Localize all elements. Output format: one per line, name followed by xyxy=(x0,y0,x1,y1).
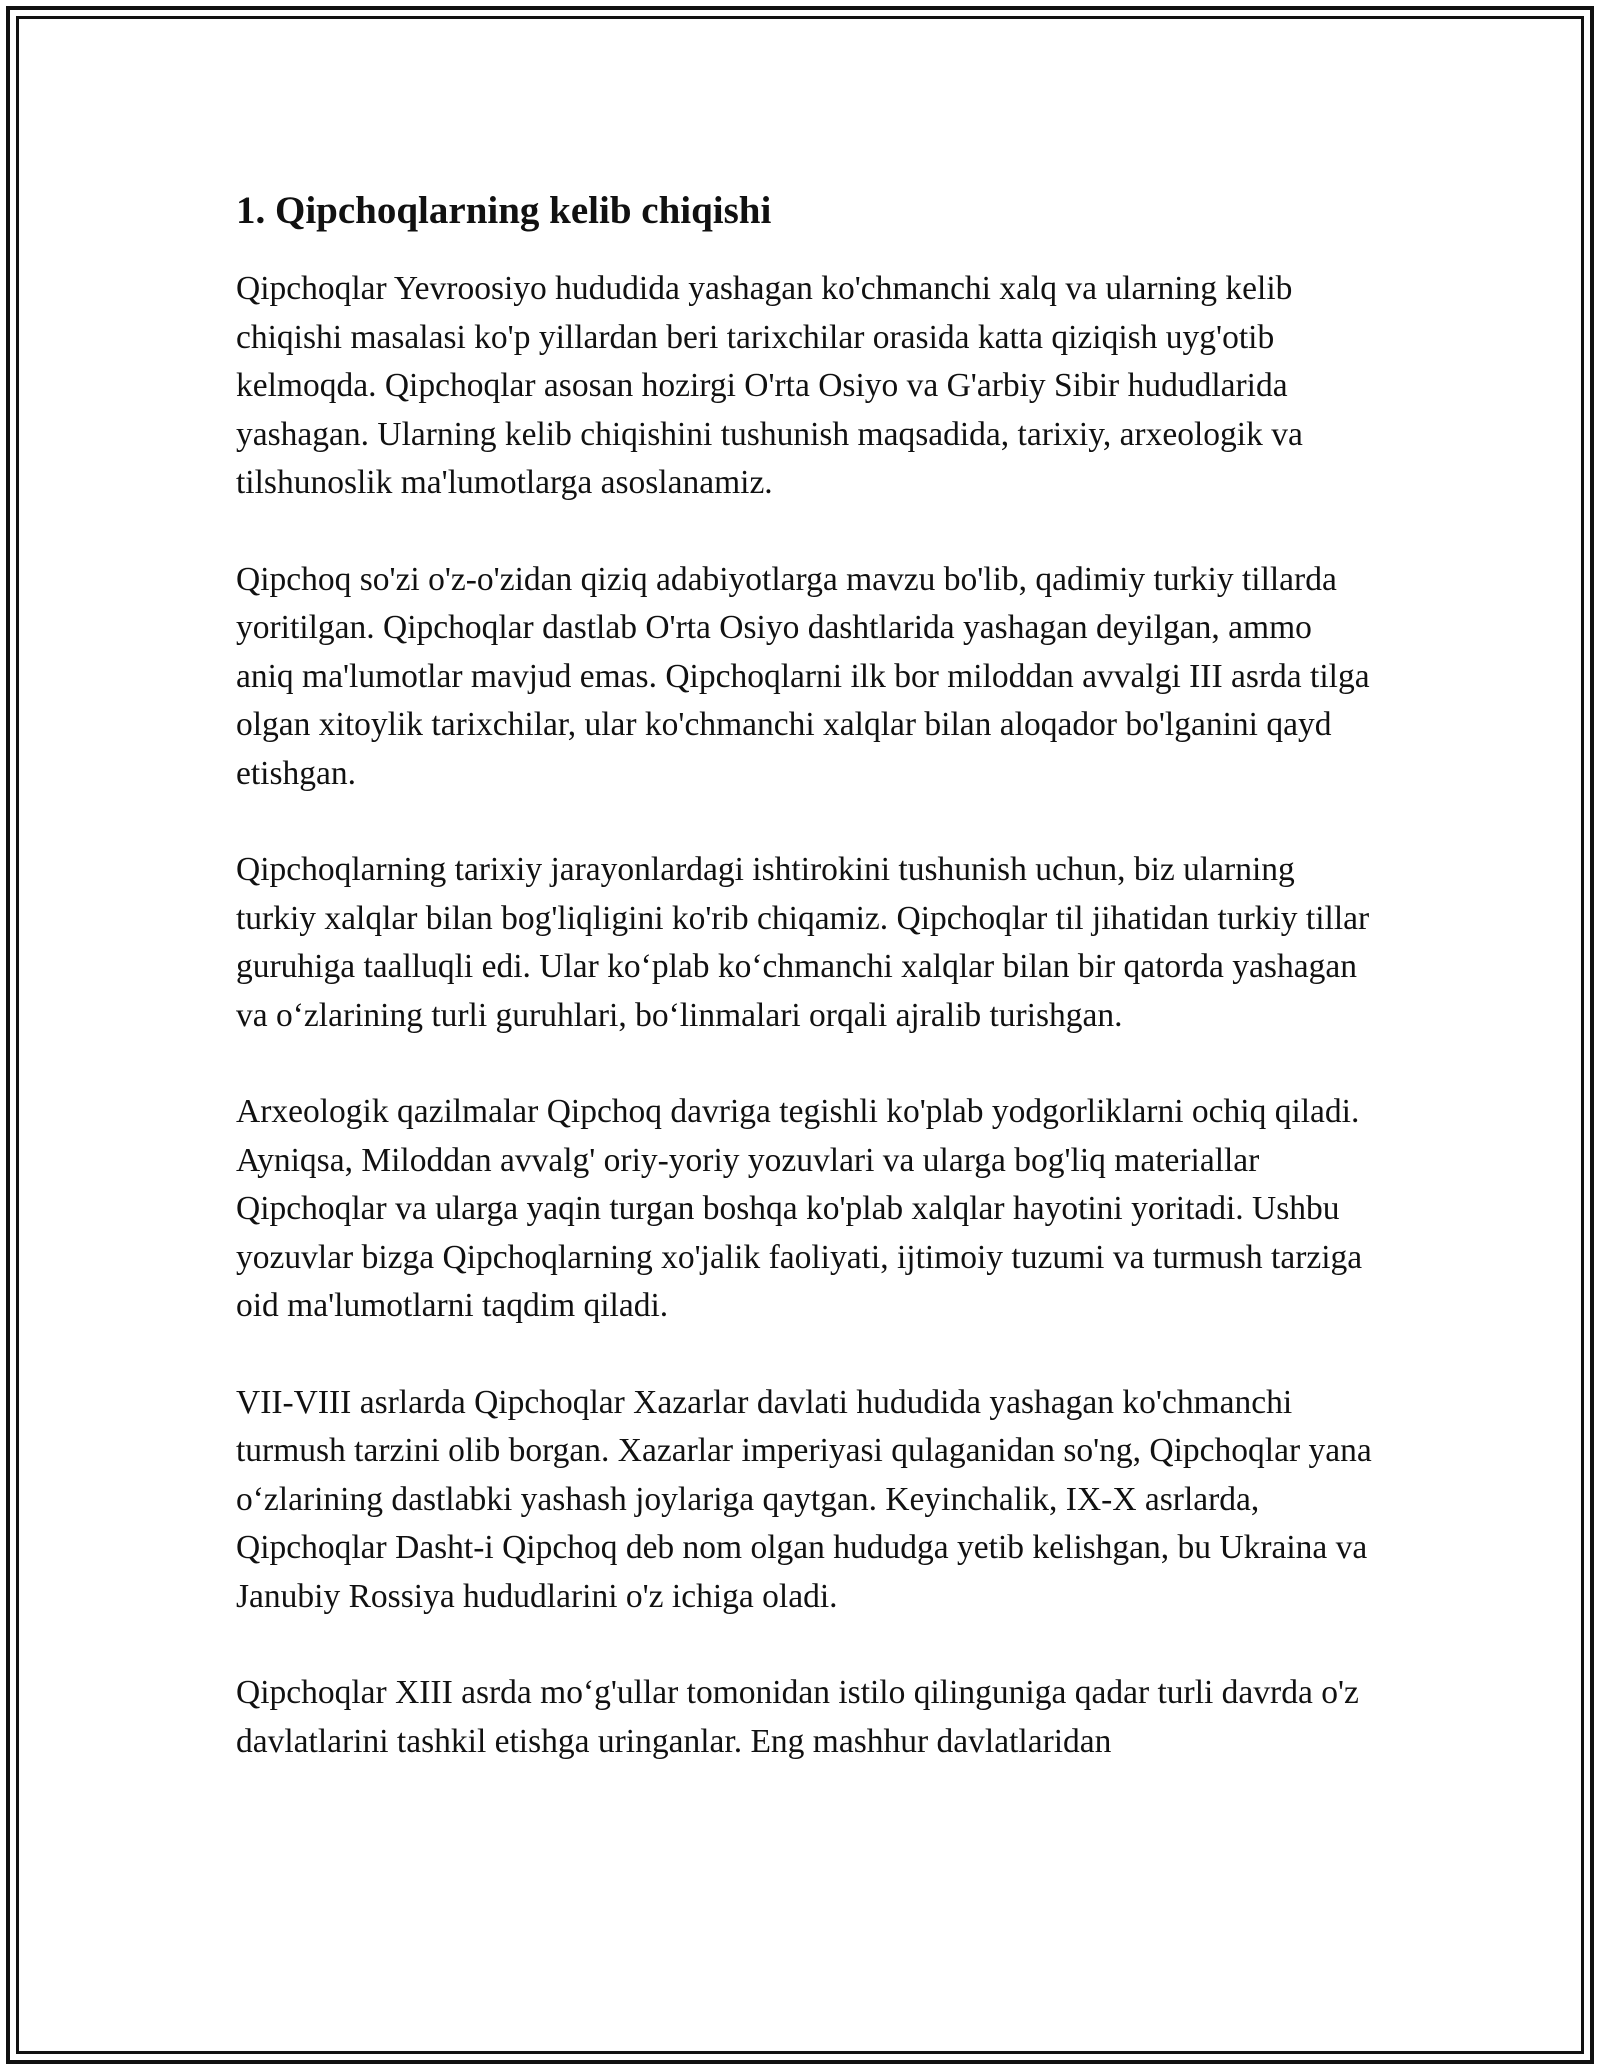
paragraph-5: VII-VIII asrlarda Qipchoqlar Xazarlar davlati hududida yashagan ko'chmanchi turmush tarzini olib borgan. Xazarlar imperiyasi qulaganidan so'ng, Qipchoqlar yana o‘zlarining dastlabki yashash joylariga qaytgan. Keyinchalik, IX-X asrlarda, Qipchoqlar Dasht-i Qipchoq deb nom olgan hududga yetib kelishgan, bu Ukraina va Janubiy Rossiya hududlarini o'z ichiga oladi. xyxy=(236,1383,1372,1615)
paragraph-2: Qipchoq so'zi o'z-o'zidan qiziq adabiyotlarga mavzu bo'lib, qadimiy turkiy tillarda yoritilgan. Qipchoqlar dastlab O'rta Osiyo dashtlarida yashagan deyilgan, ammo aniq ma'lumotlar mavjud emas. Qipchoqlarni ilk bor miloddan avvalgi III asrda tilga olgan xitoylik tarixchilar, ular ko'chmanchi xalqlar bilan aloqador bo'lganini qayd etishgan. xyxy=(236,560,1370,792)
section-heading: 1. Qipchoqlarning kelib chiqishi xyxy=(236,189,772,232)
document-body xyxy=(236,186,1376,1814)
paragraph-4: Arxeologik qazilmalar Qipchoq davriga tegishli ko'plab yodgorliklarni ochiq qiladi. Ayniqsa, Miloddan avvalg' oriy-yoriy yozuvlari va ularga bog'liq materiallar Qipchoqlar va ularga yaqin turgan boshqa ko'plab xalqlar hayotini yoritadi. Ushbu yozuvlar bizga Qipchoqlarning xo'jalik faoliyati, ijtimoiy tuzumi va turmush tarziga oid ma'lumotlarni taqdim qiladi. xyxy=(236,1093,1363,1324)
paragraph-3: Qipchoqlarning tarixiy jarayonlardagi ishtirokini tushunish uchun, biz ularning turkiy xalqlar bilan bog'liqligini ko'rib chiqamiz. Qipchoqlar til jihatidan turkiy tillar guruhiga taalluqli edi. Ular ko‘plab ko‘chmanchi xalqlar bilan bir qatorda yashagan va o‘zlarining turli guruhlari, bo‘linmalari orqali ajralib turishgan. xyxy=(236,851,1370,1034)
paragraph-1: Qipchoqlar Yevroosiyo hududida yashagan ko'chmanchi xalq va ularning kelib chiqishi masalasi ko'p yillardan beri tarixchilar orasida katta qiziqish uyg'otib kelmoqda. Qipchoqlar asosan hozirgi O'rta Osiyo va G'arbiy Sibir hududlarida yashagan. Ularning kelib chiqishini tushunish maqsadida, tarixiy, arxeologik va tilshunoslik ma'lumotlarga asoslanamiz. xyxy=(236,270,1303,501)
paragraph-6: Qipchoqlar XIII asrda mo‘g'ullar tomonidan istilo qilinguniga qadar turli davrda o'z davlatlarini tashkil etishga uringanlar. Eng mashhur davlatlaridan xyxy=(236,1674,1359,1760)
